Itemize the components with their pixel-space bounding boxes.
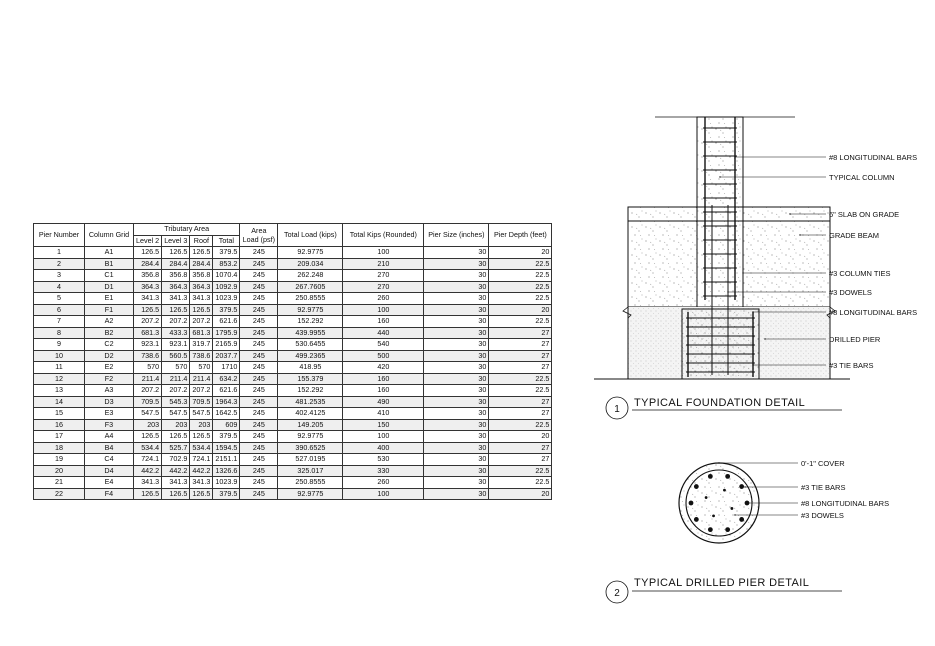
table-cell: 284.4 [190,258,213,270]
table-cell: E3 [85,408,134,420]
table-cell: 547.5 [190,408,213,420]
header-level-3: Level 3 [162,235,190,247]
table-cell: D2 [85,350,134,362]
table-cell: 30 [424,362,489,374]
table-cell: 440 [343,327,424,339]
table-cell: A2 [85,316,134,328]
table-cell: 245 [240,270,278,282]
table-cell: 30 [424,339,489,351]
table-cell: 356.8 [190,270,213,282]
table-cell: 540 [343,339,424,351]
table-cell: 634.2 [213,373,240,385]
pier-section-detail [606,459,889,603]
table-cell: 621.6 [213,385,240,397]
table-cell: A4 [85,431,134,443]
table-cell: 530 [343,454,424,466]
table-cell: 30 [424,477,489,489]
table-cell: 126.5 [162,488,190,500]
grade-beam-shape [628,221,830,307]
table-cell: 4 [34,281,85,293]
table-cell: 100 [343,488,424,500]
label-section-dowels: #3 DOWELS [801,511,844,520]
table-cell: 20 [489,247,552,259]
table-cell: 8 [34,327,85,339]
table-cell: 853.2 [213,258,240,270]
table-cell: 433.3 [162,327,190,339]
table-cell: 284.4 [162,258,190,270]
dowel-dot [712,514,715,517]
table-cell: 341.3 [134,293,162,305]
table-cell: 341.3 [190,293,213,305]
label-column-ties: #3 COLUMN TIES [829,269,891,278]
table-cell: 490 [343,396,424,408]
table-cell: 245 [240,431,278,443]
label-slab-on-grade: 6" SLAB ON GRADE [829,210,900,219]
table-cell: 325.017 [278,465,343,477]
table-cell: 2 [34,258,85,270]
table-cell: 126.5 [134,247,162,259]
table-cell: 152.292 [278,385,343,397]
table-cell: 245 [240,385,278,397]
table-cell: 245 [240,258,278,270]
table-cell: 609 [213,419,240,431]
table-cell: A3 [85,385,134,397]
table-cell: 11 [34,362,85,374]
table-cell: 284.4 [134,258,162,270]
table-cell: 1023.9 [213,293,240,305]
table-cell: 27 [489,327,552,339]
table-cell: A1 [85,247,134,259]
table-cell: 547.5 [134,408,162,420]
table-cell: 27 [489,350,552,362]
table-cell: 30 [424,281,489,293]
label-cover: 0'-1" COVER [801,459,845,468]
header-pier-size: Pier Size (inches) [424,224,489,247]
longitudinal-bar-dot [725,527,730,532]
table-cell: 27 [489,362,552,374]
table-cell: 923.1 [134,339,162,351]
table-cell: 245 [240,373,278,385]
table-cell: 545.3 [162,396,190,408]
column-shape [697,117,743,207]
table-cell: 10 [34,350,85,362]
table-cell: 1795.9 [213,327,240,339]
table-cell: 149.205 [278,419,343,431]
table-cell: 245 [240,419,278,431]
table-cell: 126.5 [190,488,213,500]
table-cell: 356.8 [134,270,162,282]
table-cell: 499.2365 [278,350,343,362]
header-total: Total [213,235,240,247]
table-cell: 245 [240,488,278,500]
header-total-load: Total Load (kips) [278,224,343,247]
table-cell: 260 [343,293,424,305]
table-cell: 709.5 [190,396,213,408]
table-cell: 245 [240,247,278,259]
table-cell: 152.292 [278,316,343,328]
table-cell: 525.7 [162,442,190,454]
table-cell: 267.7605 [278,281,343,293]
table-cell: 245 [240,408,278,420]
table-cell: 207.2 [162,385,190,397]
table-cell: 100 [343,304,424,316]
table-cell: 22.5 [489,465,552,477]
table-cell: F3 [85,419,134,431]
table-cell: 481.2535 [278,396,343,408]
table-cell: 30 [424,454,489,466]
table-cell: 250.8555 [278,477,343,489]
table-cell: 22.5 [489,385,552,397]
table-cell: 30 [424,442,489,454]
label-longitudinal-bars: #8 LONGITUDINAL BARS [829,153,918,162]
table-cell: 20 [489,488,552,500]
label-pier-longitudinal-bars: #8 LONGITUDINAL BARS [829,308,918,317]
longitudinal-bar-dot [725,474,730,479]
table-cell: 724.1 [190,454,213,466]
table-cell: F1 [85,304,134,316]
table-cell: 245 [240,477,278,489]
table-cell: 402.4125 [278,408,343,420]
table-cell: 341.3 [162,477,190,489]
table-cell: 27 [489,408,552,420]
table-cell: 30 [424,270,489,282]
label-grade-beam: GRADE BEAM [829,231,880,240]
table-cell: 92.9775 [278,488,343,500]
table-cell: 260 [343,477,424,489]
table-cell: 2037.7 [213,350,240,362]
longitudinal-bar-dot [694,484,699,489]
table-cell: 2165.9 [213,339,240,351]
longitudinal-bar-dot [708,527,713,532]
table-cell: 379.5 [213,488,240,500]
table-cell: 250.8555 [278,293,343,305]
table-cell: 211.4 [190,373,213,385]
table-cell: 442.2 [134,465,162,477]
table-cell: 570 [134,362,162,374]
table-cell: 27 [489,339,552,351]
table-cell: 400 [343,442,424,454]
detail-number: 2 [614,588,620,599]
table-cell: 379.5 [213,431,240,443]
table-cell: E2 [85,362,134,374]
table-cell: 92.9775 [278,247,343,259]
table-cell: 209.034 [278,258,343,270]
table-cell: 22.5 [489,373,552,385]
longitudinal-bar-dot [739,517,744,522]
table-cell: 1594.5 [213,442,240,454]
table-cell: 18 [34,442,85,454]
table-cell: 207.2 [190,316,213,328]
table-cell: 22.5 [489,316,552,328]
header-total-kips-rounded: Total Kips (Rounded) [343,224,424,247]
label-tie-bars: #3 TIE BARS [829,361,874,370]
header-area-load: Area Load (psf) [240,224,278,247]
table-cell: 160 [343,373,424,385]
table-cell: 126.5 [190,304,213,316]
table-cell: 22.5 [489,258,552,270]
table-cell: 30 [424,408,489,420]
table-cell: 420 [343,362,424,374]
table-cell: 439.9955 [278,327,343,339]
label-section-longitudinal-bars: #8 LONGITUDINAL BARS [801,499,890,508]
table-cell: 364.3 [190,281,213,293]
table-cell: 245 [240,350,278,362]
table-cell: 1 [34,247,85,259]
table-cell: 30 [424,431,489,443]
table-cell: 12 [34,373,85,385]
header-roof: Roof [190,235,213,247]
table-cell: 211.4 [162,373,190,385]
table-cell: 270 [343,281,424,293]
table-cell: 1023.9 [213,477,240,489]
table-cell: 923.1 [162,339,190,351]
table-cell: 245 [240,339,278,351]
table-cell: 17 [34,431,85,443]
table-cell: 379.5 [213,304,240,316]
table-cell: 9 [34,339,85,351]
table-cell: 1964.3 [213,396,240,408]
longitudinal-bar-dot [694,517,699,522]
table-cell: 245 [240,304,278,316]
table-cell: 621.6 [213,316,240,328]
table-cell: 30 [424,304,489,316]
table-cell: 709.5 [134,396,162,408]
table-cell: 724.1 [134,454,162,466]
table-cell: 30 [424,373,489,385]
header-pier-depth: Pier Depth (feet) [489,224,552,247]
label-section-tie-bars: #3 TIE BARS [801,483,846,492]
table-cell: 126.5 [134,488,162,500]
table-cell: 20 [489,431,552,443]
table-cell: 560.5 [162,350,190,362]
label-typical-column: TYPICAL COLUMN [829,173,895,182]
table-cell: 30 [424,247,489,259]
table-cell: 15 [34,408,85,420]
header-level-2: Level 2 [134,235,162,247]
table-cell: 30 [424,385,489,397]
table-cell: 22.5 [489,281,552,293]
table-cell: 442.2 [190,465,213,477]
table-cell: F2 [85,373,134,385]
table-cell: 16 [34,419,85,431]
table-cell: 245 [240,281,278,293]
table-cell: 30 [424,327,489,339]
table-cell: 5 [34,293,85,305]
longitudinal-bar-dot [689,501,694,506]
table-cell: 126.5 [162,304,190,316]
table-cell: 341.3 [190,477,213,489]
table-cell: 30 [424,316,489,328]
table-cell: 534.4 [190,442,213,454]
table-cell: 7 [34,316,85,328]
table-cell: 245 [240,454,278,466]
table-cell: 681.3 [190,327,213,339]
table-cell: 27 [489,396,552,408]
table-cell: 245 [240,396,278,408]
table-cell: 245 [240,362,278,374]
table-cell: 245 [240,327,278,339]
table-cell: 1642.5 [213,408,240,420]
table-cell: 100 [343,247,424,259]
table-cell: 6 [34,304,85,316]
drilled-pier-shape [682,309,759,379]
table-cell: E1 [85,293,134,305]
table-cell: 702.9 [162,454,190,466]
table-cell: 2151.1 [213,454,240,466]
dowel-dot [723,489,726,492]
header-column-grid: Column Grid [85,224,134,247]
table-cell: E4 [85,477,134,489]
table-cell: 27 [489,454,552,466]
table-cell: 22.5 [489,419,552,431]
table-cell: 203 [162,419,190,431]
table-cell: 245 [240,316,278,328]
table-cell: 245 [240,442,278,454]
table-cell: 19 [34,454,85,466]
label-dowels: #3 DOWELS [829,288,872,297]
table-cell: 21 [34,477,85,489]
table-cell: 547.5 [162,408,190,420]
table-cell: 319.7 [190,339,213,351]
table-cell: C4 [85,454,134,466]
table-cell: 270 [343,270,424,282]
table-cell: 530.6455 [278,339,343,351]
table-cell: 22 [34,488,85,500]
table-cell: 203 [190,419,213,431]
table-cell: 22.5 [489,293,552,305]
table-cell: 262.248 [278,270,343,282]
table-cell: 1326.6 [213,465,240,477]
table-cell: B1 [85,258,134,270]
pier-detail-title: TYPICAL DRILLED PIER DETAIL [634,577,810,589]
table-cell: 30 [424,419,489,431]
table-cell: 500 [343,350,424,362]
table-cell: 27 [489,442,552,454]
table-cell: 364.3 [134,281,162,293]
table-cell: 22.5 [489,477,552,489]
table-cell: 160 [343,385,424,397]
table-cell: C2 [85,339,134,351]
table-cell: F4 [85,488,134,500]
table-cell: 210 [343,258,424,270]
table-cell: 126.5 [190,431,213,443]
table-cell: 92.9775 [278,304,343,316]
table-cell: 92.9775 [278,431,343,443]
table-cell: 364.3 [162,281,190,293]
table-cell: 30 [424,488,489,500]
table-cell: 30 [424,258,489,270]
table-cell: 570 [162,362,190,374]
table-cell: 1092.9 [213,281,240,293]
table-cell: 126.5 [162,247,190,259]
table-cell: 207.2 [190,385,213,397]
table-cell: 341.3 [134,477,162,489]
table-cell: 126.5 [162,431,190,443]
table-cell: 22.5 [489,270,552,282]
table-cell: 30 [424,293,489,305]
table-cell: 379.5 [213,247,240,259]
table-cell: 418.95 [278,362,343,374]
table-cell: 442.2 [162,465,190,477]
table-cell: B4 [85,442,134,454]
table-cell: 207.2 [134,316,162,328]
table-cell: 570 [190,362,213,374]
table-cell: 1710 [213,362,240,374]
table-cell: 30 [424,350,489,362]
dowel-dot [730,507,733,510]
table-cell: 13 [34,385,85,397]
dowel-dot [705,496,708,499]
table-cell: 390.6525 [278,442,343,454]
table-cell: 681.3 [134,327,162,339]
table-cell: B2 [85,327,134,339]
table-cell: D3 [85,396,134,408]
table-cell: 155.379 [278,373,343,385]
table-cell: 100 [343,431,424,443]
header-tributary-area: Tributary Area [134,224,240,236]
table-cell: 356.8 [162,270,190,282]
header-pier-number: Pier Number [34,224,85,247]
longitudinal-bar-dot [708,474,713,479]
table-cell: 211.4 [134,373,162,385]
table-cell: 203 [134,419,162,431]
table-cell: D1 [85,281,134,293]
table-cell: 20 [489,304,552,316]
table-cell: 126.5 [134,304,162,316]
table-cell: 534.4 [134,442,162,454]
table-cell: D4 [85,465,134,477]
table-cell: 738.6 [190,350,213,362]
label-drilled-pier: DRILLED PIER [829,335,881,344]
longitudinal-bar-dot [739,484,744,489]
table-cell: 207.2 [162,316,190,328]
table-cell: 330 [343,465,424,477]
table-cell: 207.2 [134,385,162,397]
table-cell: C1 [85,270,134,282]
table-cell: 738.6 [134,350,162,362]
table-cell: 1070.4 [213,270,240,282]
table-cell: 160 [343,316,424,328]
table-cell: 20 [34,465,85,477]
table-cell: 150 [343,419,424,431]
table-cell: 527.0195 [278,454,343,466]
table-cell: 126.5 [134,431,162,443]
table-cell: 30 [424,396,489,408]
table-cell: 410 [343,408,424,420]
table-cell: 245 [240,293,278,305]
table-cell: 126.5 [190,247,213,259]
table-cell: 3 [34,270,85,282]
table-cell: 30 [424,465,489,477]
table-cell: 341.3 [162,293,190,305]
detail-number: 1 [614,404,620,415]
table-cell: 14 [34,396,85,408]
table-cell: 245 [240,465,278,477]
foundation-detail-title: TYPICAL FOUNDATION DETAIL [634,397,806,409]
foundation-detail [594,117,917,419]
